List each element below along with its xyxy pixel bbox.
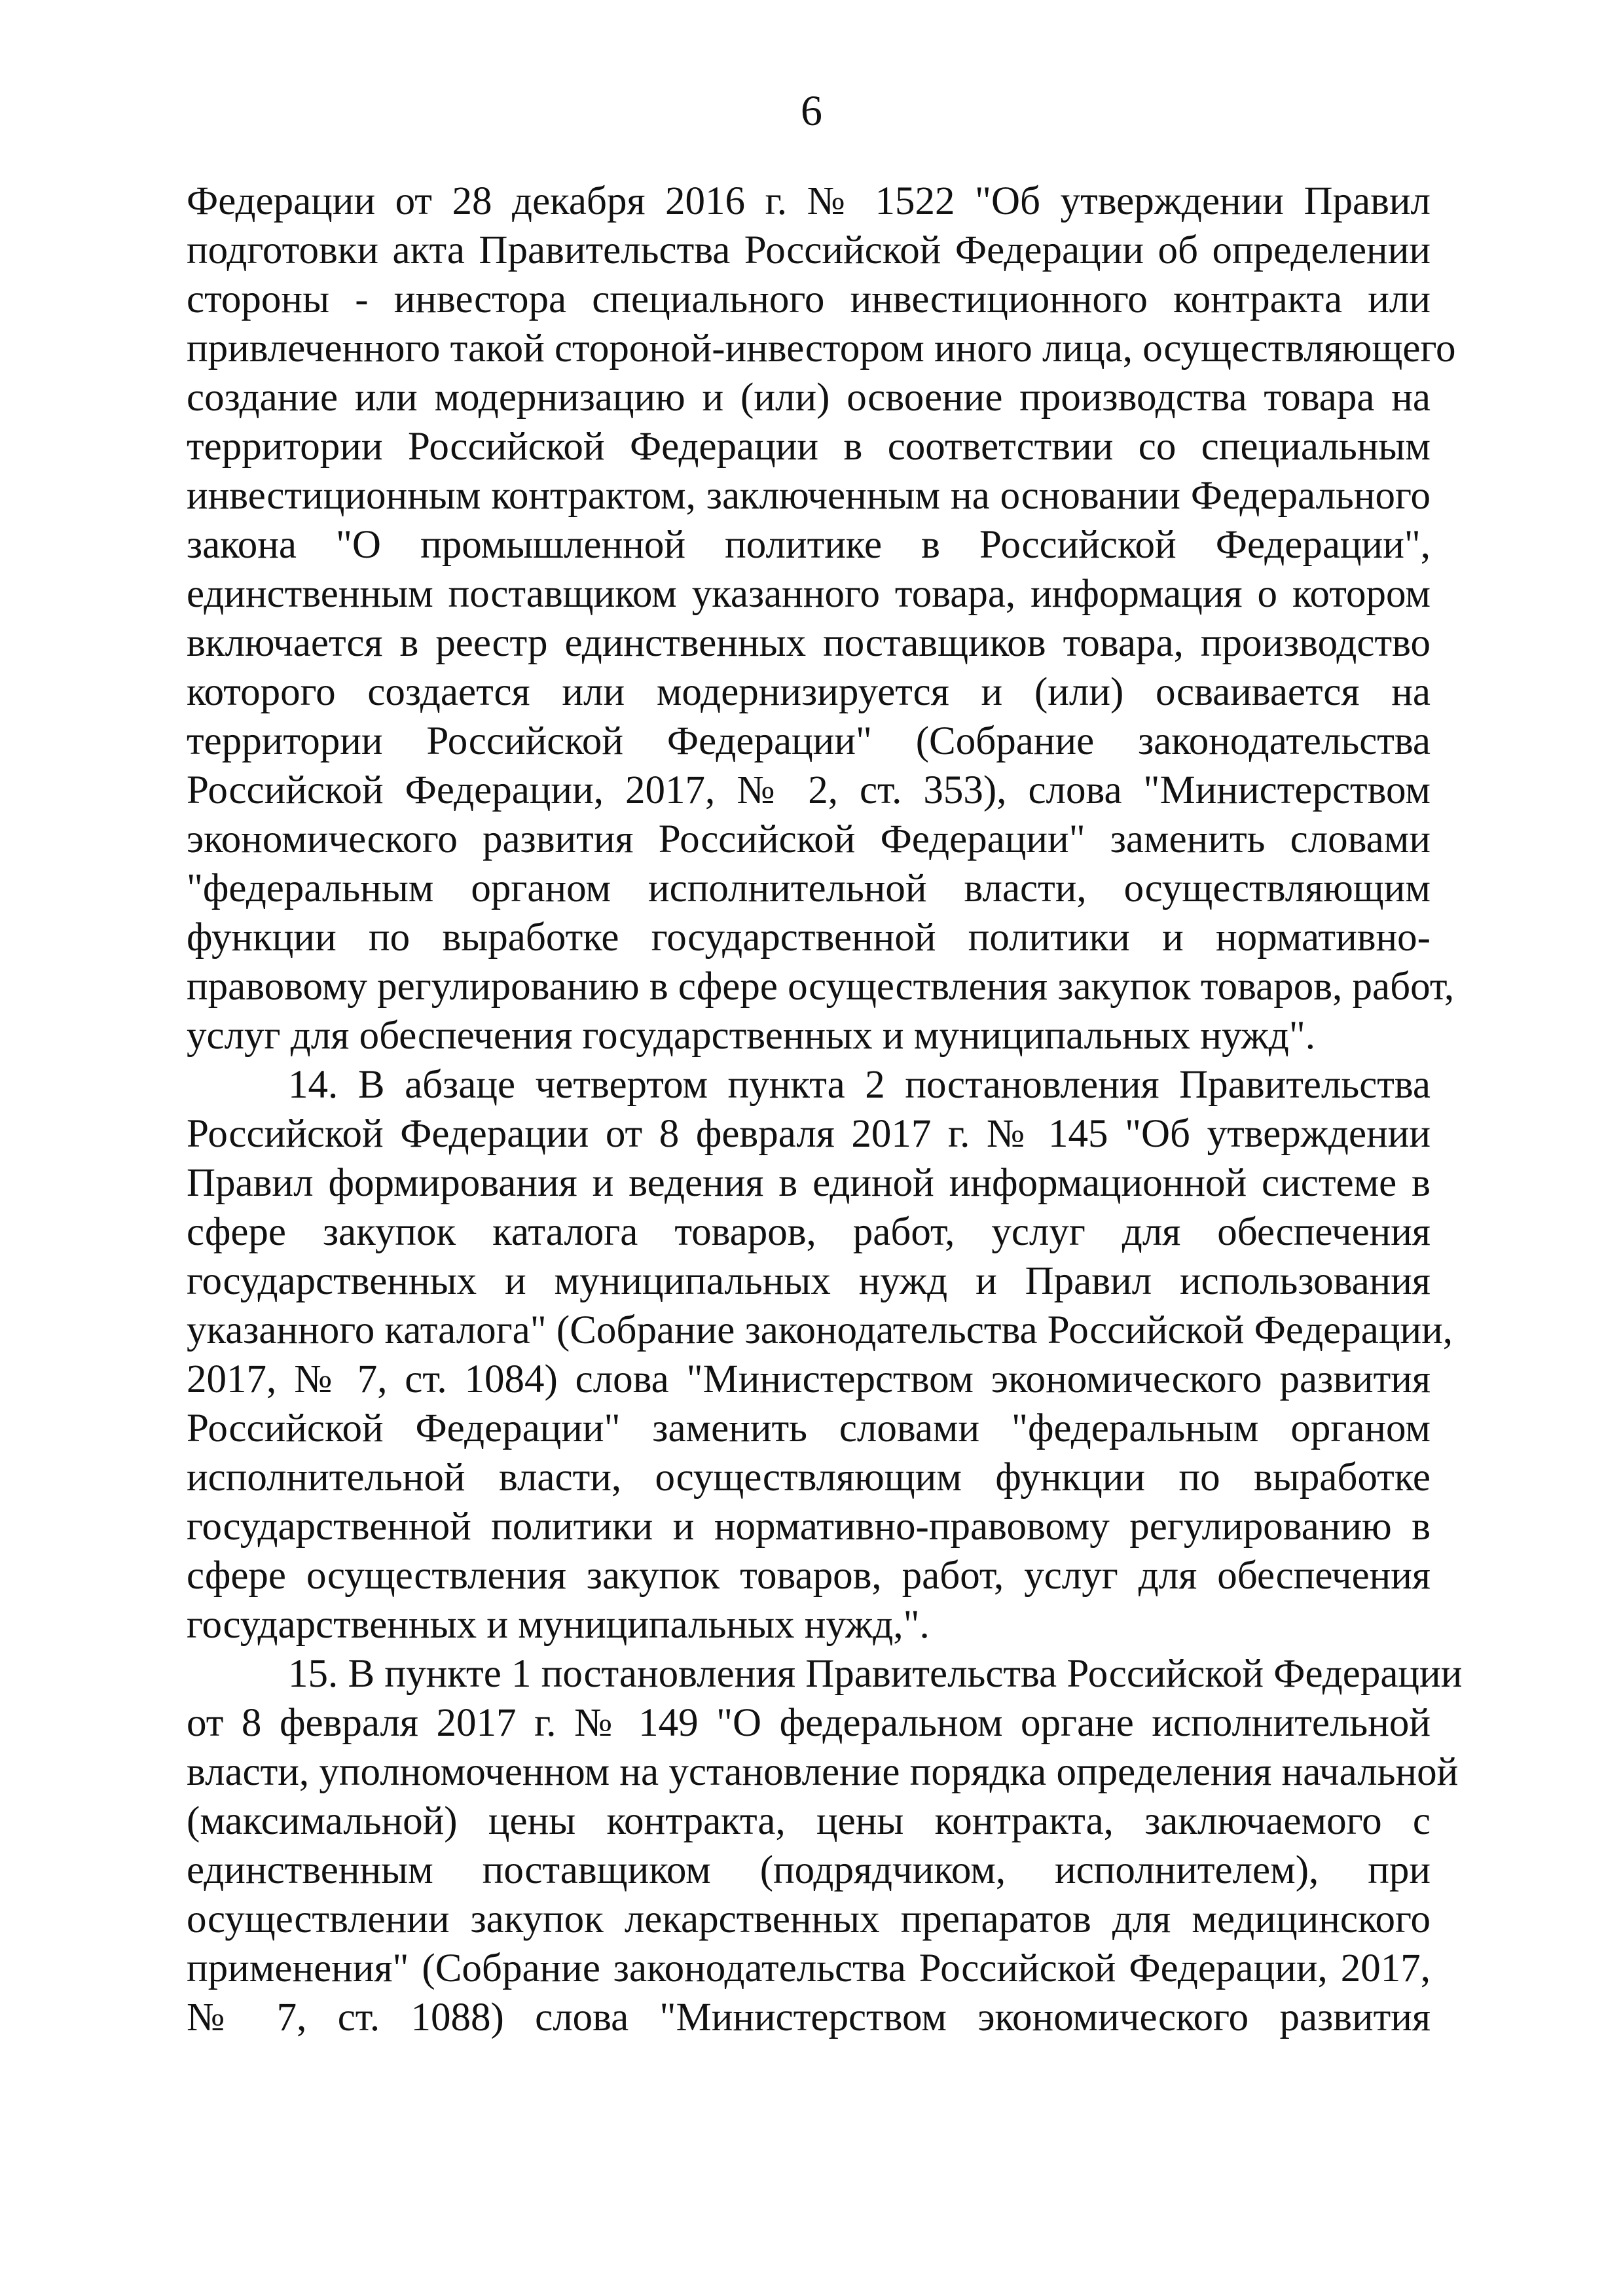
text-line: правовому регулированию в сфере осуществления закупок товаров, работ, [187, 965, 1455, 1009]
text-line: которого создается или модернизируется и (или) осваивается на [187, 670, 1431, 714]
text-line: привлеченного такой стороной-инвестором иного лица, осуществляющего [187, 327, 1456, 370]
text-line: экономического развития Российской Федерации" заменить словами [187, 817, 1431, 861]
text-line: Российской Федерации от 8 февраля 2017 г. № 145 "Об утверждении [187, 1112, 1431, 1156]
paragraph-15-first-line: 15. В пункте 1 постановления Правительства Российской Федерации [288, 1652, 1463, 1696]
text-line: единственным поставщиком указанного товара, информация о котором [187, 572, 1431, 616]
text-line: единственным поставщиком (подрядчиком, исполнителем), при [187, 1848, 1431, 1892]
text-line: инвестиционным контрактом, заключенным на основании Федерального [187, 474, 1431, 518]
text-line: Российской Федерации, 2017, № 2, ст. 353), слова "Министерством [187, 768, 1431, 812]
text-line: применения" (Собрание законодательства Российской Федерации, 2017, [187, 1946, 1431, 1990]
paragraph-end-line: государственных и муниципальных нужд,". [187, 1603, 930, 1647]
text-line: территории Российской Федерации" (Собрание законодательства [187, 719, 1431, 763]
text-line: государственной политики и нормативно-правовому регулированию в [187, 1505, 1431, 1549]
text-line: указанного каталога" (Собрание законодательства Российской Федерации, [187, 1308, 1453, 1352]
paragraph-14-first-line: 14. В абзаце четвертом пункта 2 постановления Правительства [288, 1063, 1431, 1107]
text-line: 2017, № 7, ст. 1084) слова "Министерством экономического развития [187, 1357, 1431, 1401]
text-line: включается в реестр единственных поставщиков товара, производство [187, 621, 1431, 665]
text-line: Правил формирования и ведения в единой информационной системе в [187, 1161, 1431, 1205]
text-line: функции по выработке государственной политики и нормативно- [187, 916, 1431, 960]
text-line: Российской Федерации" заменить словами "федеральным органом [187, 1407, 1431, 1450]
text-line: территории Российской Федерации в соответствии со специальным [187, 425, 1431, 469]
text-line: власти, уполномоченном на установление порядка определения начальной [187, 1750, 1459, 1794]
text-line: Федерации от 28 декабря 2016 г. № 1522 "Об утверждении Правил [187, 179, 1431, 223]
text-line: исполнительной власти, осуществляющим функции по выработке [187, 1456, 1431, 1499]
text-line: сфере закупок каталога товаров, работ, услуг для обеспечения [187, 1210, 1431, 1254]
text-line: закона "О промышленной политике в Российской Федерации", [187, 523, 1431, 567]
paragraph-end-line: услуг для обеспечения государственных и муниципальных нужд". [187, 1014, 1315, 1058]
text-line: создание или модернизацию и (или) освоение производства товара на [187, 376, 1431, 420]
text-line: "федеральным органом исполнительной власти, осуществляющим [187, 867, 1431, 910]
text-line: государственных и муниципальных нужд и Правил использования [187, 1259, 1431, 1303]
document-body [187, 177, 1463, 2042]
page-number: 6 [801, 87, 822, 135]
text-line: сфере осуществления закупок товаров, работ, услуг для обеспечения [187, 1554, 1431, 1598]
text-line: стороны - инвестора специального инвестиционного контракта или [187, 278, 1431, 321]
text-line: № 7, ст. 1088) слова "Министерством экономического развития [187, 1996, 1431, 2039]
text-line: осуществлении закупок лекарственных препаратов для медицинского [187, 1897, 1431, 1941]
text-line: от 8 февраля 2017 г. № 149 "О федеральном органе исполнительной [187, 1701, 1431, 1745]
text-line: подготовки акта Правительства Российской Федерации об определении [187, 228, 1431, 272]
text-line: (максимальной) цены контракта, цены контракта, заключаемого с [187, 1799, 1431, 1843]
